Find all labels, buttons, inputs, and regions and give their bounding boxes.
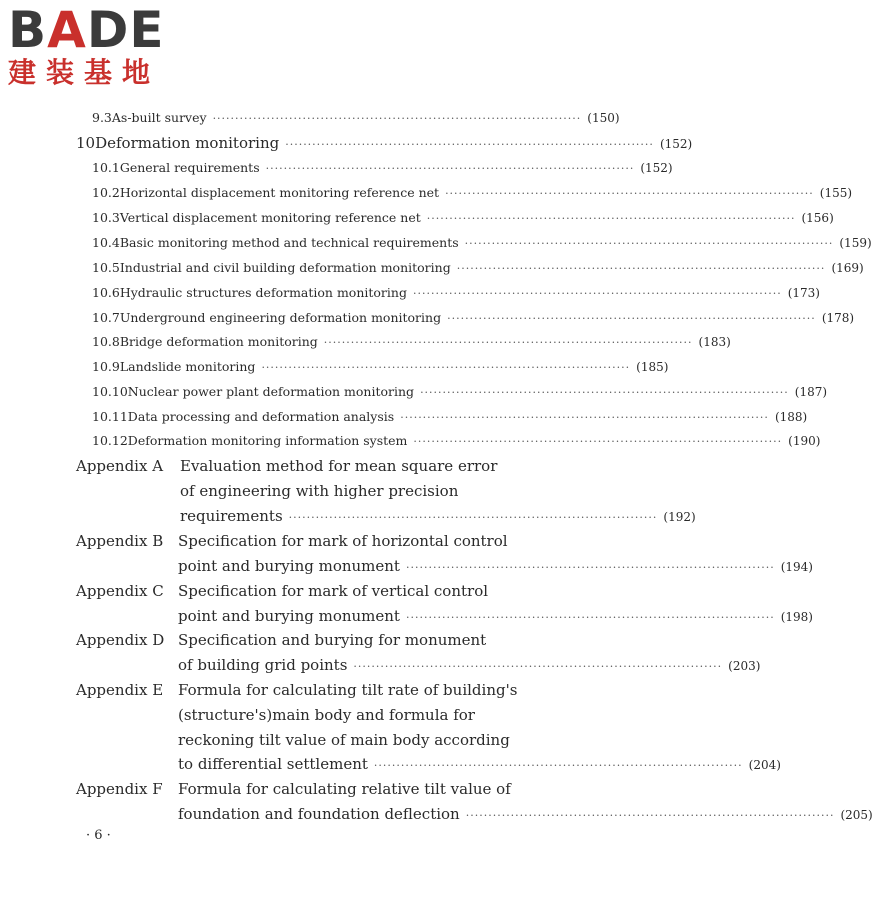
appendix-title-line: Formula for calculating relative tilt value of — [178, 780, 511, 798]
appendix-label: Appendix E — [76, 681, 164, 699]
toc-entry: 10.12 Deformation monitoring information system ·················································································· (190) — [92, 433, 821, 448]
appendix-last-line: to differential settlement ·················································································· (204) — [178, 755, 781, 773]
appendix-last-line: foundation and foundation deflection ·················································································· (205) — [178, 805, 873, 823]
toc-entry: 10.9 Landslide monitoring ·················································································· (185) — [92, 359, 669, 374]
appendix-title-line: Specification for mark of vertical control — [178, 582, 489, 600]
toc-entry: 10.3 Vertical displacement monitoring reference net ·················································································· (156) — [92, 210, 834, 225]
appendix-label: Appendix C — [76, 582, 164, 600]
logo-cjk: 建装基地 — [8, 56, 161, 89]
toc-entry: 10.11 Data processing and deformation analysis ·················································································· (188) — [92, 409, 808, 424]
toc-entry: 9.3 As-built survey ·················································································· (150) — [92, 110, 620, 125]
appendix-last-line: point and burying monument ·················································································· (194) — [178, 557, 813, 575]
appendix-last-line: requirements ·················································································· (192) — [180, 507, 696, 525]
toc-entry: 10.6 Hydraulic structures deformation monitoring ·················································································· (173) — [92, 285, 820, 300]
appendix-label: Appendix B — [76, 532, 164, 550]
appendix-last-line: point and burying monument ·················································································· (198) — [178, 607, 813, 625]
appendix-label: Appendix F — [76, 780, 163, 798]
appendix-title-line: Specification and burying for monument — [178, 631, 487, 649]
logo-latin: BADE — [8, 1, 165, 59]
toc-entry: 10.2 Horizontal displacement monitoring reference net ·················································································· (155) — [92, 185, 853, 200]
toc-entry: 10.4 Basic monitoring method and technical requirements ·················································································· (159) — [92, 235, 872, 250]
appendix-last-line: of building grid points ·················································································· (203) — [178, 656, 761, 674]
toc-entry: 10.7 Underground engineering deformation monitoring ·················································································· (178) — [92, 310, 855, 325]
appendix-label: Appendix A — [76, 457, 164, 475]
toc-entry: 10.8 Bridge deformation monitoring ·················································································· (183) — [92, 334, 731, 349]
toc-entry: 10.10 Nuclear power plant deformation monitoring ·················································································· (187) — [92, 384, 828, 399]
appendix-title-line: Specification for mark of horizontal control — [178, 532, 508, 550]
toc-entry: 10 Deformation monitoring ·················································································· (152) — [76, 134, 693, 152]
appendix-label: Appendix D — [76, 631, 165, 649]
toc-entry: 10.5 Industrial and civil building deformation monitoring ·················································································· (169) — [92, 260, 864, 275]
appendix-title-line: Evaluation method for mean square error — [180, 457, 498, 475]
appendix-title-line: Formula for calculating tilt rate of building's — [178, 681, 518, 699]
toc-entry: 10.1 General requirements ·················································································· (152) — [92, 160, 673, 175]
appendix-title-line: reckoning tilt value of main body according — [178, 731, 510, 749]
appendix-title-line: of engineering with higher precision — [180, 482, 459, 500]
appendix-title-line: (structure's)main body and formula for — [178, 706, 475, 724]
page-number: · 6 · — [86, 828, 111, 843]
